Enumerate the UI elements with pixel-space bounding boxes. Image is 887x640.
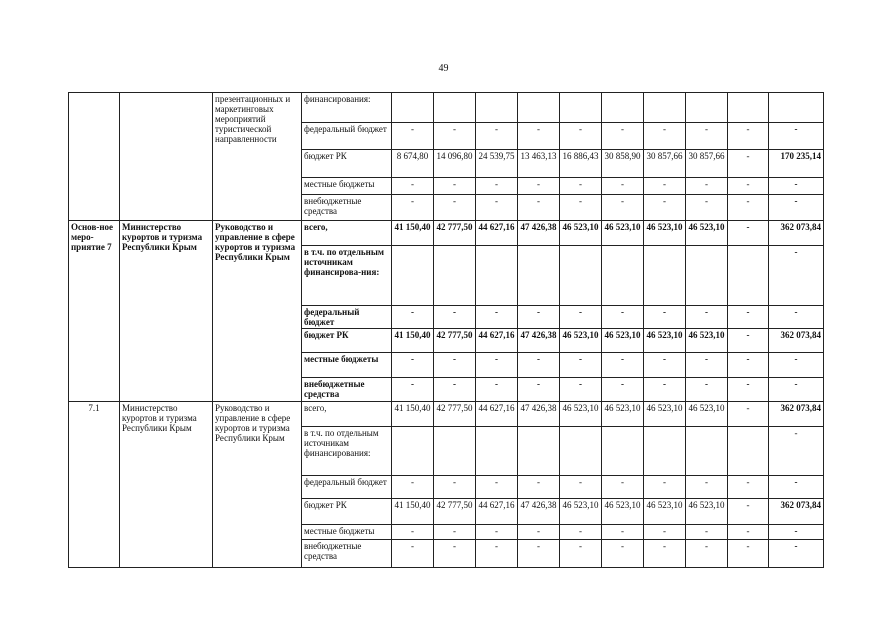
value-cell: -: [644, 306, 686, 329]
table-row: [69, 93, 824, 123]
value-cell: -: [644, 123, 686, 150]
value-cell: 47 426,38: [518, 221, 560, 246]
value-cell: [560, 427, 602, 476]
source-label-cell: федеральный бюджет: [302, 476, 392, 499]
total-cell: -: [769, 306, 824, 329]
value-cell: -: [686, 540, 728, 568]
value-cell: -: [728, 499, 769, 525]
value-cell: 46 523,10: [560, 221, 602, 246]
value-cell: -: [392, 540, 434, 568]
total-cell: [769, 93, 824, 123]
value-cell: -: [686, 123, 728, 150]
value-cell: -: [518, 195, 560, 221]
value-cell: -: [728, 306, 769, 329]
value-cell: -: [434, 123, 476, 150]
value-cell: -: [644, 476, 686, 499]
value-cell: -: [392, 476, 434, 499]
value-cell: -: [644, 178, 686, 195]
value-cell: 30 857,66: [686, 150, 728, 178]
value-cell: 13 463,13: [518, 150, 560, 178]
value-cell: -: [602, 378, 644, 402]
value-cell: [560, 246, 602, 306]
source-label-cell: всего,: [302, 221, 392, 246]
value-cell: -: [686, 525, 728, 540]
source-label-cell: в т.ч. по отдельным источникам финансирования:: [302, 427, 392, 476]
value-cell: 44 627,16: [476, 329, 518, 353]
value-cell: [434, 427, 476, 476]
value-cell: -: [392, 306, 434, 329]
value-cell: -: [560, 178, 602, 195]
value-cell: 46 523,10: [644, 329, 686, 353]
value-cell: 46 523,10: [686, 221, 728, 246]
item-number-cell: 7.1: [69, 402, 120, 568]
executor-cell: Министерство курортов и туризма Республики Крым: [120, 402, 213, 568]
value-cell: 46 523,10: [686, 402, 728, 427]
value-cell: 46 523,10: [602, 329, 644, 353]
total-cell: -: [769, 378, 824, 402]
value-cell: 46 523,10: [560, 499, 602, 525]
value-cell: [560, 93, 602, 123]
total-cell: -: [769, 476, 824, 499]
value-cell: 42 777,50: [434, 402, 476, 427]
value-cell: -: [602, 195, 644, 221]
value-cell: -: [518, 476, 560, 499]
value-cell: [476, 427, 518, 476]
value-cell: 41 150,40: [392, 402, 434, 427]
value-cell: 47 426,38: [518, 499, 560, 525]
value-cell: 14 096,80: [434, 150, 476, 178]
item-number-cell: Основ-ное меро-приятие 7: [69, 221, 120, 402]
value-cell: -: [644, 525, 686, 540]
value-cell: -: [476, 353, 518, 378]
page-number: 49: [438, 63, 449, 74]
value-cell: [644, 427, 686, 476]
value-cell: [518, 246, 560, 306]
value-cell: -: [518, 306, 560, 329]
value-cell: 46 523,10: [560, 329, 602, 353]
value-cell: -: [476, 178, 518, 195]
value-cell: [602, 427, 644, 476]
source-label-cell: внебюджетные средства: [302, 378, 392, 402]
value-cell: 41 150,40: [392, 499, 434, 525]
value-cell: -: [476, 525, 518, 540]
value-cell: -: [728, 525, 769, 540]
value-cell: -: [392, 378, 434, 402]
value-cell: 46 523,10: [644, 499, 686, 525]
value-cell: -: [476, 476, 518, 499]
value-cell: -: [602, 525, 644, 540]
value-cell: -: [434, 540, 476, 568]
source-label-cell: бюджет РК: [302, 329, 392, 353]
source-label-cell: в т.ч. по отдельным источникам финансирова-ния:: [302, 246, 392, 306]
activity-cell: Руководство и управление в сфере курортов и туризма Республики Крым: [213, 221, 302, 402]
source-label-cell: местные бюджеты: [302, 353, 392, 378]
value-cell: -: [434, 476, 476, 499]
value-cell: 46 523,10: [686, 499, 728, 525]
value-cell: -: [728, 378, 769, 402]
value-cell: 30 857,66: [644, 150, 686, 178]
source-label-cell: бюджет РК: [302, 150, 392, 178]
value-cell: -: [602, 178, 644, 195]
value-cell: -: [602, 353, 644, 378]
value-cell: [392, 427, 434, 476]
value-cell: -: [392, 195, 434, 221]
source-label-cell: всего,: [302, 402, 392, 427]
value-cell: [434, 246, 476, 306]
total-cell: -: [769, 353, 824, 378]
value-cell: -: [686, 195, 728, 221]
value-cell: -: [518, 378, 560, 402]
value-cell: -: [602, 306, 644, 329]
value-cell: -: [560, 306, 602, 329]
value-cell: 46 523,10: [602, 402, 644, 427]
value-cell: 46 523,10: [644, 221, 686, 246]
source-label-cell: местные бюджеты: [302, 178, 392, 195]
value-cell: 16 886,43: [560, 150, 602, 178]
value-cell: -: [434, 306, 476, 329]
value-cell: -: [728, 221, 769, 246]
source-label-cell: внебюджетные средства: [302, 540, 392, 568]
total-cell: 362 073,84: [769, 499, 824, 525]
activity-cell: презентационных и маркетинговых мероприятий туристической направленности: [213, 93, 302, 221]
value-cell: 44 627,16: [476, 499, 518, 525]
total-cell: -: [769, 525, 824, 540]
value-cell: 46 523,10: [602, 221, 644, 246]
value-cell: [518, 427, 560, 476]
value-cell: [686, 246, 728, 306]
value-cell: -: [560, 123, 602, 150]
value-cell: -: [392, 525, 434, 540]
value-cell: -: [602, 476, 644, 499]
value-cell: 41 150,40: [392, 221, 434, 246]
table-row: [69, 221, 824, 246]
value-cell: -: [644, 378, 686, 402]
value-cell: 46 523,10: [602, 499, 644, 525]
value-cell: [476, 93, 518, 123]
value-cell: 30 858,90: [602, 150, 644, 178]
value-cell: 47 426,38: [518, 402, 560, 427]
source-label-cell: внебюджетные средства: [302, 195, 392, 221]
value-cell: -: [644, 195, 686, 221]
value-cell: -: [560, 540, 602, 568]
total-cell: -: [769, 178, 824, 195]
total-cell: -: [769, 427, 824, 476]
value-cell: -: [644, 353, 686, 378]
value-cell: [434, 93, 476, 123]
value-cell: -: [476, 540, 518, 568]
source-label-cell: федеральный бюджет: [302, 306, 392, 329]
total-cell: -: [769, 195, 824, 221]
value-cell: 46 523,10: [644, 402, 686, 427]
value-cell: [686, 427, 728, 476]
total-cell: 362 073,84: [769, 402, 824, 427]
value-cell: [518, 93, 560, 123]
value-cell: -: [602, 123, 644, 150]
value-cell: -: [560, 353, 602, 378]
value-cell: [602, 93, 644, 123]
value-cell: 42 777,50: [434, 499, 476, 525]
value-cell: [602, 246, 644, 306]
value-cell: -: [434, 525, 476, 540]
value-cell: -: [392, 123, 434, 150]
total-cell: 362 073,84: [769, 329, 824, 353]
source-label-cell: бюджет РК: [302, 499, 392, 525]
value-cell: -: [518, 353, 560, 378]
value-cell: -: [518, 525, 560, 540]
value-cell: -: [686, 476, 728, 499]
value-cell: 46 523,10: [686, 329, 728, 353]
budget-table: [68, 92, 824, 568]
value-cell: -: [728, 178, 769, 195]
activity-cell: Руководство и управление в сфере курортов и туризма Республики Крым: [213, 402, 302, 568]
value-cell: -: [434, 195, 476, 221]
source-label-cell: местные бюджеты: [302, 525, 392, 540]
source-label-cell: федеральный бюджет: [302, 123, 392, 150]
value-cell: -: [476, 123, 518, 150]
value-cell: [728, 93, 769, 123]
value-cell: 47 426,38: [518, 329, 560, 353]
value-cell: -: [476, 306, 518, 329]
value-cell: -: [518, 178, 560, 195]
value-cell: 24 539,75: [476, 150, 518, 178]
value-cell: -: [518, 540, 560, 568]
value-cell: -: [728, 476, 769, 499]
total-cell: -: [769, 540, 824, 568]
value-cell: [644, 246, 686, 306]
value-cell: [392, 93, 434, 123]
value-cell: [728, 246, 769, 306]
value-cell: -: [560, 378, 602, 402]
value-cell: 8 674,80: [392, 150, 434, 178]
value-cell: [728, 427, 769, 476]
value-cell: -: [728, 123, 769, 150]
value-cell: -: [560, 525, 602, 540]
total-cell: -: [769, 246, 824, 306]
value-cell: -: [686, 378, 728, 402]
item-number-cell: [69, 93, 120, 221]
value-cell: [686, 93, 728, 123]
value-cell: -: [602, 540, 644, 568]
value-cell: -: [392, 353, 434, 378]
value-cell: -: [560, 195, 602, 221]
value-cell: 42 777,50: [434, 221, 476, 246]
total-cell: 362 073,84: [769, 221, 824, 246]
value-cell: -: [728, 150, 769, 178]
value-cell: -: [560, 476, 602, 499]
value-cell: -: [476, 378, 518, 402]
value-cell: -: [434, 378, 476, 402]
value-cell: -: [644, 540, 686, 568]
source-label-cell: финансирования:: [302, 93, 392, 123]
value-cell: -: [728, 540, 769, 568]
executor-cell: Министерство курортов и туризма Республики Крым: [120, 221, 213, 402]
table-row: [69, 402, 824, 427]
executor-cell: [120, 93, 213, 221]
value-cell: 42 777,50: [434, 329, 476, 353]
value-cell: -: [728, 402, 769, 427]
value-cell: [476, 246, 518, 306]
value-cell: -: [392, 178, 434, 195]
value-cell: -: [728, 329, 769, 353]
value-cell: -: [686, 353, 728, 378]
value-cell: -: [686, 306, 728, 329]
total-cell: -: [769, 123, 824, 150]
value-cell: [644, 93, 686, 123]
value-cell: 41 150,40: [392, 329, 434, 353]
value-cell: 44 627,16: [476, 221, 518, 246]
value-cell: -: [728, 353, 769, 378]
value-cell: -: [518, 123, 560, 150]
value-cell: -: [476, 195, 518, 221]
value-cell: -: [434, 178, 476, 195]
value-cell: 46 523,10: [560, 402, 602, 427]
value-cell: [392, 246, 434, 306]
value-cell: -: [686, 178, 728, 195]
value-cell: -: [728, 195, 769, 221]
total-cell: 170 235,14: [769, 150, 824, 178]
value-cell: -: [434, 353, 476, 378]
value-cell: 44 627,16: [476, 402, 518, 427]
